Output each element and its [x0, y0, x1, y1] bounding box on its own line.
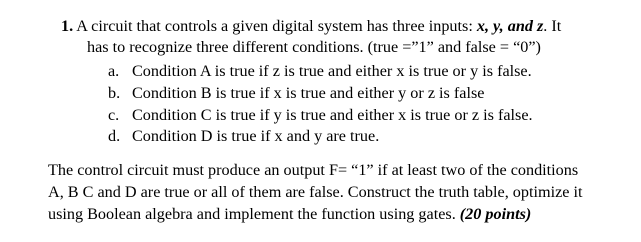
paragraph-line-2: A, B C and D are true or all of them are false. Construct the truth table, optimize it: [48, 183, 583, 201]
question-inputs: x, y, and z: [476, 17, 544, 35]
paragraph-line-1: The control circuit must produce an output F= “1” if at least two of the conditions: [48, 161, 579, 179]
condition-a-marker: a.: [108, 62, 120, 80]
question-intro-text: A circuit that controls a given digital system has three inputs:: [76, 17, 477, 35]
condition-a-text: Condition A is true if z is true and either x is true or y is false.: [132, 62, 532, 80]
points-label: (20 points): [459, 205, 532, 223]
question-line-2: has to recognize three different conditions. (true =”1” and false = “0”): [87, 38, 541, 56]
condition-b: [108, 83, 484, 103]
paragraph-line-3: [48, 204, 531, 224]
condition-a: [108, 61, 532, 81]
condition-c: [108, 105, 533, 125]
condition-c-text: Condition C is true if y is true and either x is true or z is false.: [132, 106, 533, 124]
question-line-1: [61, 16, 561, 36]
question-number: 1.: [61, 17, 74, 35]
condition-d-marker: d.: [108, 127, 121, 145]
question-line-1-end: . It: [543, 17, 562, 35]
condition-c-marker: c.: [108, 106, 120, 124]
condition-d: [108, 126, 379, 146]
condition-b-marker: b.: [108, 84, 121, 102]
paragraph-line-3-text: using Boolean algebra and implement the function using gates.: [48, 205, 460, 223]
condition-b-text: Condition B is true if x is true and either y or z is false: [132, 84, 485, 102]
condition-d-text: Condition D is true if x and y are true.: [132, 127, 380, 145]
